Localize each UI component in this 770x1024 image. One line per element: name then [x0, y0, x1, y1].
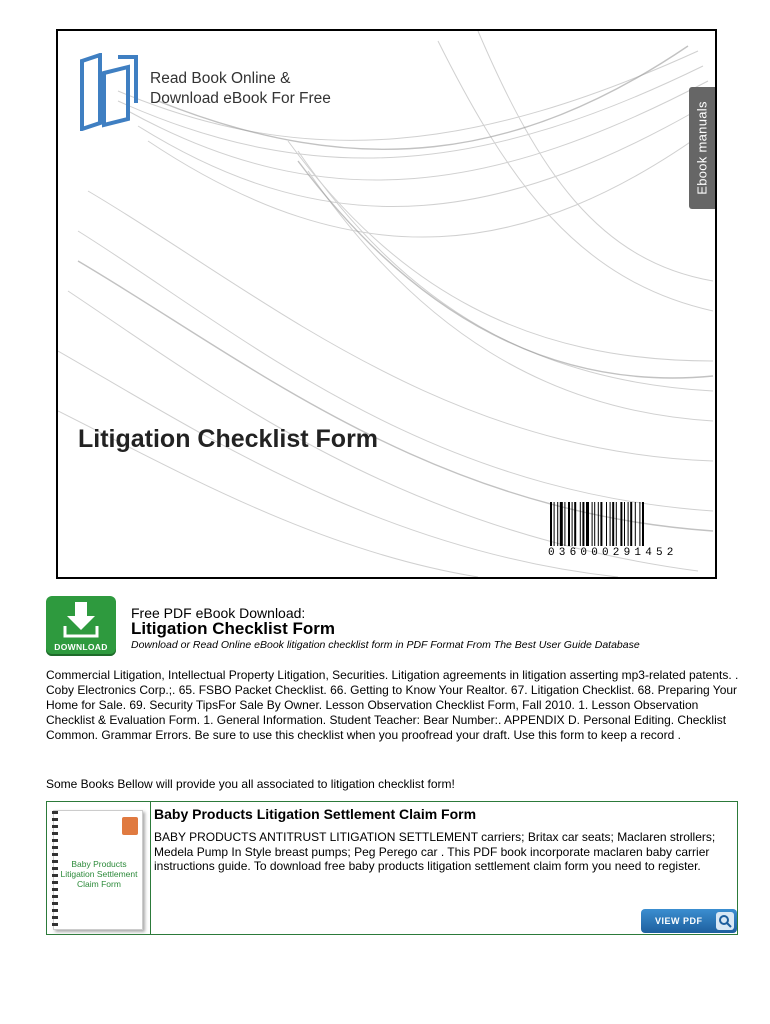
barcode-number: 036000291452	[548, 547, 678, 559]
body-paragraph: Commercial Litigation, Intellectual Property Litigation, Securities. Litigation agreements in litigation asserting mp3-related patents. . Coby Electronics Corp.;. 65. FSBO Packet Checklist. 66. Getting to Know Your Realtor. 67. Litigation Checklist. 68. Preparing Your Home for Sale. 69. Security TipsFor Sale By Owner. Lesson Observation Checklist Form, Fall 2010. 1. Lesson Observation Checklist & Evaluation Form. 1. General Information. Student Teacher: Bear Number:. APPENDIX D. Personal Editing. Checklist Common. Grammar Errors. Be sure to use this checklist when you proofread your draft. Use this form to keep a record .	[46, 668, 739, 742]
free-download-label: Free PDF eBook Download:	[131, 605, 306, 621]
view-pdf-label: VIEW PDF	[655, 916, 703, 926]
logo-line-1: Read Book Online &	[150, 70, 291, 87]
cover-title: Litigation Checklist Form	[78, 425, 379, 453]
download-button-label: DOWNLOAD	[54, 642, 108, 652]
ebook-cover	[56, 29, 717, 579]
ebook-manuals-tab	[689, 87, 715, 209]
logo-line-2: Download eBook For Free	[150, 90, 331, 107]
book-description: BABY PRODUCTS ANTITRUST LITIGATION SETTLEMENT carriers; Britax car seats; Maclaren strollers; Medela Pump In Style breast pumps; Peg Perego car . This PDF book incorporate maclaren baby carrier instructions guide. To download free baby products litigation settlement claim form you need to register.	[154, 830, 716, 873]
barcode	[548, 502, 713, 548]
page-title: Litigation Checklist Form	[131, 619, 336, 638]
view-pdf-button[interactable]	[641, 909, 737, 933]
magnifier-icon	[716, 912, 734, 930]
page-subtitle: Download or Read Online eBook litigation checklist form in PDF Format From The Best User Guide Database	[131, 639, 640, 651]
book-title-link[interactable]: Baby Products Litigation Settlement Claim Form	[154, 806, 477, 822]
intro-line: Some Books Bellow will provide you all associated to litigation checklist form!	[46, 777, 455, 791]
tab-label: Ebook manuals	[694, 101, 710, 195]
book-card	[46, 801, 738, 935]
book-thumbnail[interactable]	[47, 802, 151, 934]
download-button[interactable]	[46, 596, 116, 656]
thumbnail-title: Baby Products Litigation Settlement Claim Form	[60, 859, 138, 889]
download-arrow-icon	[63, 600, 99, 638]
book-logo-icon	[78, 53, 140, 131]
thumbnail-paper	[53, 810, 143, 930]
logo-text	[150, 69, 331, 109]
swirl-background	[58, 31, 715, 577]
thumbnail-tag	[122, 817, 138, 835]
spiral-binding	[52, 811, 58, 929]
